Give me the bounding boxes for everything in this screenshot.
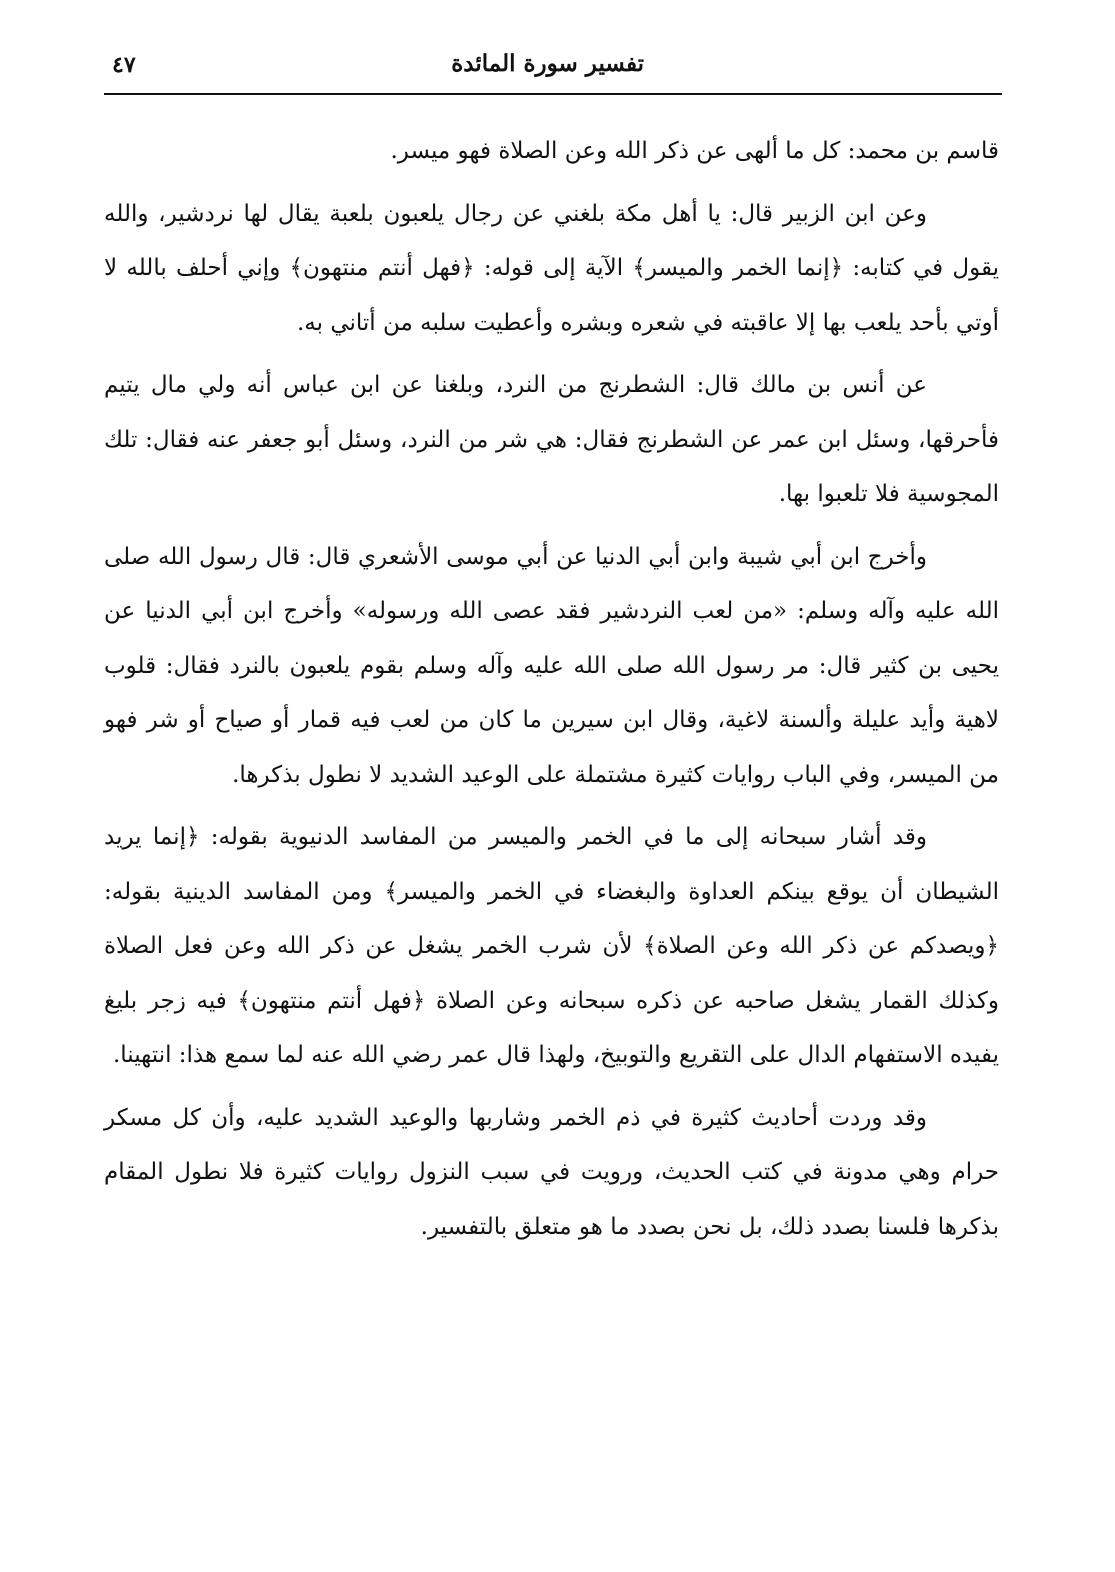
paragraph-2: وعن ابن الزبير قال: يا أهل مكة بلغني عن رجال يلعبون بلعبة يقال لها نردشير، والله يقول في كتابه: ﴿إنما الخمر والميسر﴾ الآية إلى قوله: ﴿فهل أنتم منتهون﴾ وإني أحلف بالله لا أوتي بأحد يلعب بها إلا عاقبته في شعره وبشره وأعطيت سلبه من أتاني به. [104, 200, 999, 336]
header-divider [104, 93, 1002, 95]
header-title: تفسير سورة المائدة [451, 50, 644, 77]
paragraph-5: وقد أشار سبحانه إلى ما في الخمر والميسر من المفاسد الدنيوية بقوله: ﴿إنما يريد الشيطان أن يوقع بينكم العداوة والبغضاء في الخمر والميسر﴾ ومن المفاسد الدينية بقوله: ﴿ويصدكم عن ذكر الله وعن الصلاة﴾ لأن شرب الخمر يشغل عن ذكر الله وعن فعل الصلاة وكذلك القمار يشغل صاحبه عن ذكره سبحانه وعن الصلاة ﴿فهل أنتم منتهون﴾ فيه زجر بليغ يفيده الاستفهام الدال على التقريع والتوبيخ، ولهذا قال عمر رضي الله عنه لما سمع هذا: انتهينا. [104, 824, 999, 1068]
paragraph-6: وقد وردت أحاديث كثيرة في ذم الخمر وشاربها والوعيد الشديد عليه، وأن كل مسكر حرام وهي مدونة في كتب الحديث، ورويت في سبب النزول روايات كثيرة فلا نطول المقام بذكرها فلسنا بصدد ذلك، بل نحن بصدد ما هو متعلق بالتفسير. [104, 1104, 999, 1240]
running-header [104, 40, 1002, 92]
paragraph-4: وأخرج ابن أبي شيبة وابن أبي الدنيا عن أبي موسى الأشعري قال: قال رسول الله صلى الله عليه وآله وسلم: «من لعب النردشير فقد عصى الله ورسوله» وأخرج ابن أبي الدنيا عن يحيى بن كثير قال: مر رسول الله صلى الله عليه وآله وسلم بقوم يلعبون بالنرد فقال: قلوب لاهية وأيد عليلة وألسنة لاغية، وقال ابن سيرين ما كان من لعب فيه قمار أو صياح أو شر فهو من الميسر، وفي الباب روايات كثيرة مشتملة على الوعيد الشديد لا نطول بذكرها. [104, 543, 999, 788]
paragraph-1: قاسم بن محمد: كل ما ألهى عن ذكر الله وعن الصلاة فهو ميسر. [390, 138, 999, 164]
paragraph-3: عن أنس بن مالك قال: الشطرنج من النرد، وبلغنا عن ابن عباس أنه ولي مال يتيم فأحرقها، وسئل ابن عمر عن الشطرنج فقال: هي شر من النرد، وسئل أبو جعفر عنه فقال: تلك المجوسية فلا تلعبوا بها. [104, 372, 999, 507]
body-text [104, 124, 999, 1262]
page-number: ٤٧ [112, 52, 136, 78]
